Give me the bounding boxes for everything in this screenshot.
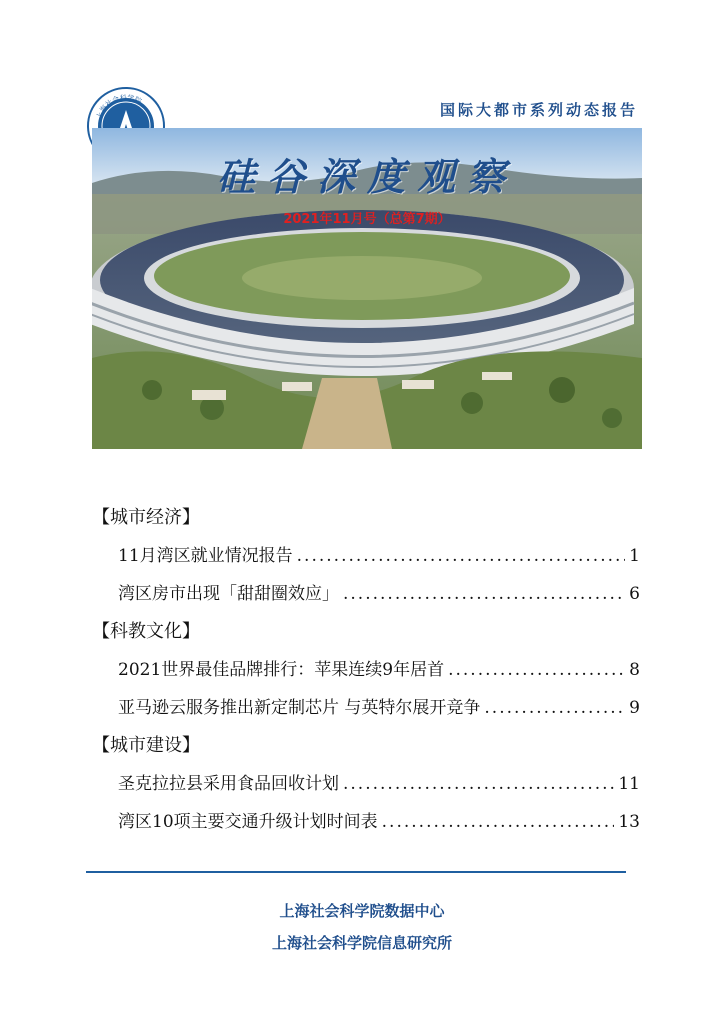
toc-entry[interactable]: [92, 695, 640, 733]
toc-leader-dots: [343, 771, 614, 797]
series-title: 国际大都市系列动态报告: [439, 101, 638, 119]
toc-entry-page: 9: [629, 698, 640, 718]
toc-entry-page: 6: [629, 584, 640, 604]
toc-entry-page: 8: [629, 660, 640, 680]
toc-section-heading: 【城市建设】: [92, 735, 200, 756]
cover-image: [92, 128, 642, 449]
toc-entry-title: 圣克拉拉县采用食品回收计划: [118, 774, 339, 794]
toc-section-heading: 【城市经济】: [92, 507, 200, 528]
toc-section-heading: 【科教文化】: [92, 621, 200, 642]
toc-entry[interactable]: [92, 771, 640, 809]
toc-entry-page: 11: [618, 774, 640, 794]
publisher-data-center: 上海社会科学院数据中心: [279, 902, 445, 920]
toc-entry-title: 湾区10项主要交通升级计划时间表: [118, 812, 378, 832]
toc-entry[interactable]: [92, 657, 640, 695]
toc-leader-dots: [484, 695, 625, 721]
issue-label: 2021年11月号（总第7期）: [283, 212, 451, 227]
toc-entry[interactable]: [92, 809, 640, 847]
toc-entry-page: 1: [629, 546, 640, 566]
toc-entry-title: 2021世界最佳品牌排行：苹果连续9年居首: [118, 660, 445, 680]
footer-divider: [86, 871, 626, 873]
toc-leader-dots: [343, 581, 625, 607]
toc-entry-title: 11月湾区就业情况报告: [118, 546, 293, 566]
table-of-contents: [92, 505, 640, 847]
toc-leader-dots: [448, 657, 625, 683]
toc-leader-dots: [382, 809, 615, 835]
logo-ring-text: 上海社会科学院: [95, 93, 143, 121]
toc-entry-page: 13: [618, 812, 640, 832]
toc-entry[interactable]: [92, 581, 640, 619]
toc-entry-title: 湾区房市出现「甜甜圈效应」: [118, 584, 339, 604]
toc-leader-dots: [297, 543, 626, 569]
toc-entry[interactable]: [92, 543, 640, 581]
magazine-title: 硅谷深度观察: [216, 154, 517, 199]
publisher-info-institute: 上海社会科学院信息研究所: [271, 934, 452, 952]
toc-entry-title: 亚马逊云服务推出新定制芯片 与英特尔展开竞争: [118, 698, 481, 718]
